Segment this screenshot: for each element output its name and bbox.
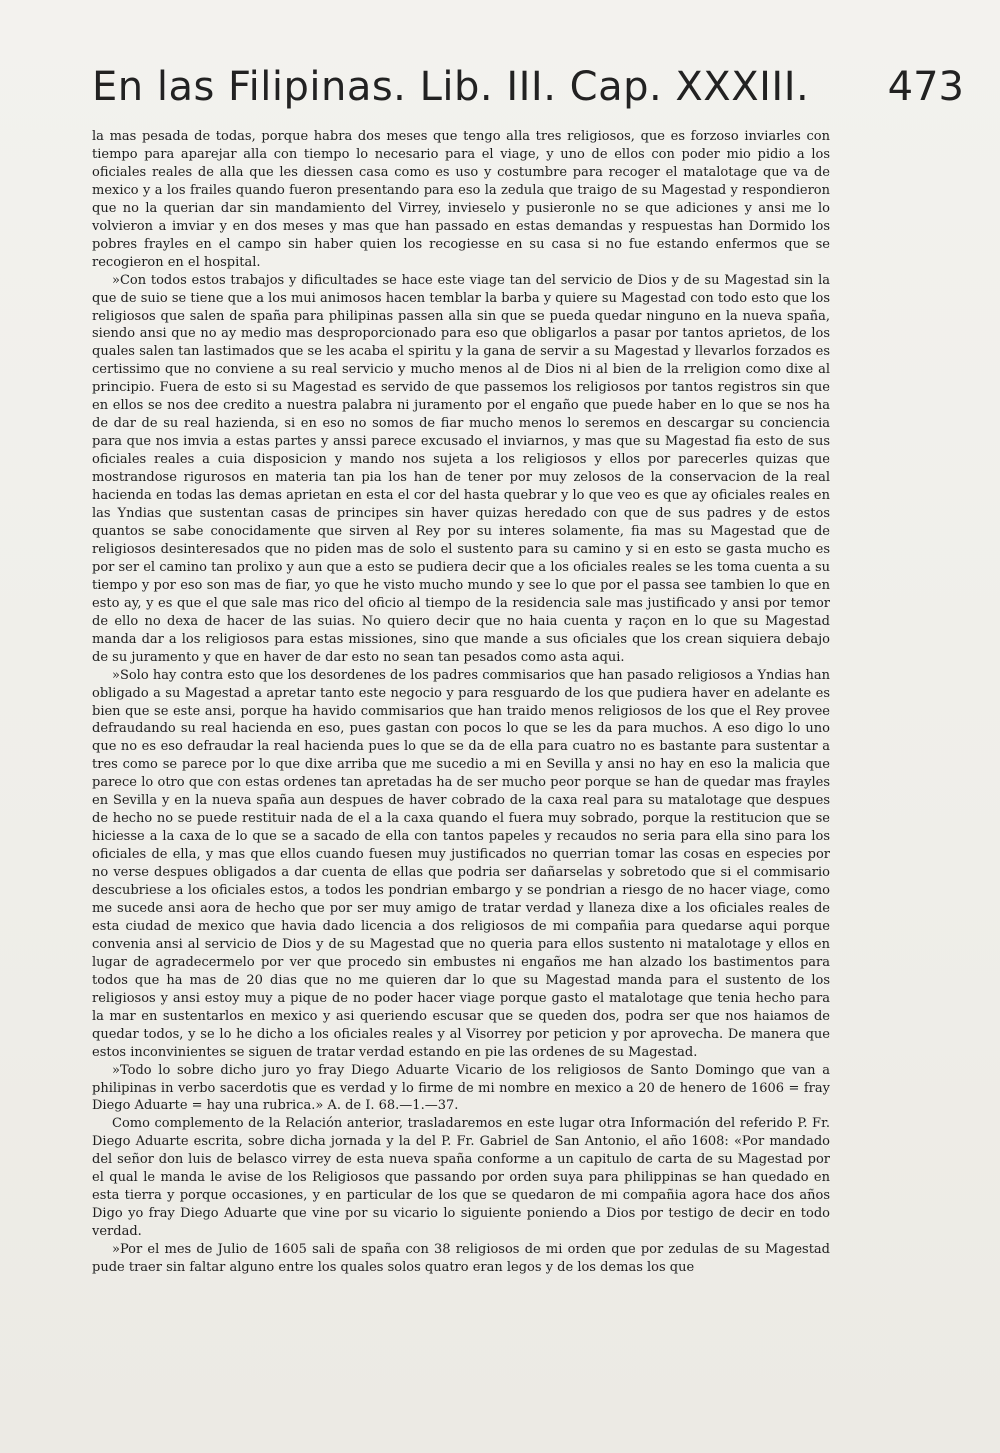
running-head: En las Filipinas. Lib. III. Cap. XXXIII. [92,64,810,110]
paragraph: »Por el mes de Julio de 1605 sali de spaña con 38 religiosos de mi orden que por zedulas de su Magestad pude traer sin faltar alguno entre los quales solos quatro eran legos y de los demas los que [92,1242,830,1276]
paragraph: »Todo lo sobre dicho juro yo fray Diego Aduarte Vicario de los religiosos de Santo Domingo que van a philipinas in verbo sacerdotis que es verdad y lo firme de mi nombre en mexico a 20 de henero de 1606 = fray Diego Aduarte = hay una rubrica.» A. de I. 68.—1.—37. [92,1062,830,1114]
paragraph: »Solo hay contra esto que los desordenes de los padres commisarios que han pasado religiosos a Yndias han obligado a su Magestad a apretar tanto este negocio y para resguardo de los que pudiera haver en adelante es bien que se este ansi, porque ha havido commisarios que han traido menos religiosos de los que el Rey provee defraudando su real hacienda en eso, pues gastan con pocos lo que se les da para muchos. A eso digo lo uno que no es eso defraudar la real hacienda pues lo que se da de ella para cuatro no es bastante para sustentar a tres como se parece por lo que dixe arriba que me sucedio a mi en Sevilla y ansi no hay en eso la malicia que parece lo otro que con estas ordenes tan apretadas ha de ser mucho peor porque se han de quedar mas frayles en Sevilla y en la nueva spaña aun despues de haver cobrado de la caxa real para su matalotage que despues de hecho no se puede restituir nada de el a la caxa quando el fuera muy sobrado, porque la restitucion que se hiciesse a la caxa de lo que se a sacado de ella con tantos papeles y recaudos no seria para ella sino para los oficiales de ella, y mas que ellos cuando fuesen muy justificados no querrian tomar las cosas en especies por no verse despues obligados a dar cuenta de ellas que podria ser dañarselas y sobretodo que si el commisario descubriese a los oficiales estos, a todos les pondrian embargo y se pondrian a riesgo de no hacer viage, como me sucede ansi aora de hecho que por ser muy amigo de tratar verdad y llaneza dixe a los oficiales reales de esta ciudad de mexico que havia dado licencia a dos religiosos de mi compañia para quedarse aqui porque convenia ansi al servicio de Dios y de su Magestad que no queria para ellos sustento ni matalotage y ellos en lugar de agradecermelo por ver que procedo sin embustes ni engaños me han alzado los bastimentos para todos que ha mas de 20 dias que no me quieren dar lo que su Magestad manda para el sustento de los religiosos y ansi estoy muy a pique de no poder hacer viage porque gasto el matalotage que tenia hecho para la mar en sustentarlos en mexico y asi queriendo escusar que se queden dos, podra ser que nos haiamos de quedar todos, y se lo he dicho a los oficiales reales y al Visorrey por peticion y por aprovecha. De manera que estos inconvinientes se siguen de tratar verdad estando en pie las ordenes de su Magestad. [92,667,830,1060]
body-text [92,128,830,1277]
page-number: 473 [887,64,964,110]
paragraph: »Con todos estos trabajos y dificultades se hace este viage tan del servicio de Dios y de su Magestad sin la que de suio se tiene que a los mui animosos hacen temblar la barba y quiere su Magestad con todo esto que los religiosos que salen de spaña para philipinas passen alla sin que se pueda quedar ninguno en la nueva spaña, siendo ansi que no ay medio mas desproporcionado para eso que obligarlos a pasar por tantos aprietos, de los quales salen tan lastimados que se les acaba el spiritu y la gana de servir a su Magestad y llevarlos forzados es certissimo que no conviene a su real servicio y mucho menos al de Dios ni al bien de la rreligion como dixe al principio. Fuera de esto si su Magestad es servido de que passemos los religiosos por tantos registros sin que en ellos se nos dee credito a nuestra palabra ni juramento por el engaño que puede haber en lo que se nos ha de dar de su real hazienda, si en eso no somos de fiar mucho menos lo seremos en descargar su conciencia para que nos imvia a estas partes y anssi parece excusado el inviarnos, y mas que su Magestad fia esto de sus oficiales reales a cuia disposicion y mando nos sujeta a los religiosos y ellos por parecerles quizas que mostrandose rigurosos en materia tan pia los han de tener por muy zelosos de la conservacion de la real hacienda en todas las demas aprietan en esta el cor del hasta quebrar y lo que veo es que ay oficiales reales en las Yndias que sustentan casas de principes sin haver quizas heredado con que de sus padres y de estos quantos se sabe conocidamente que sirven al Rey por su interes solamente, fia mas su Magestad que de religiosos desinteresados que no piden mas de solo el sustento para su camino y si en esto se gasta mucho es por ser el camino tan prolixo y aun que a esto se pudiera decir que a los oficiales reales se les toma cuenta a su tiempo y por eso son mas de fiar, yo que he visto mucho mundo y see lo que por el passa see tambien lo que en esto ay, y es que el que sale mas rico del oficio al tiempo de la residencia sale mas justificado y ansi por temor de ello no dexa de hacer de las suias. No quiero decir que no haia cuenta y raçon en lo que su Magestad manda dar a los religiosos para estas missiones, sino que mande a sus oficiales que los crean siquiera debajo de su juramento y que en haver de dar esto no sean tan pesados como asta aqui. [92,272,830,665]
paragraph: Como complemento de la Relación anterior, trasladaremos en este lugar otra Información del referido P. Fr. Diego Aduarte escrita, sobre dicha jornada y la del P. Fr. Gabriel de San Antonio, el año 1608: «Por mandado del señor don luis de belasco virrey de esta nueva spaña conforme a un capitulo de carta de su Magestad por el qual le manda le avise de los Religiosos que passando por orden suya para philippinas se han quedado en esta tierra y porque occasiones, y en particular de los que se quedaron de mi compañia agora hace dos años Digo yo fray Diego Aduarte que vine por su vicario lo siguiente poniendo a Dios por testigo de decir en todo verdad. [92,1116,830,1240]
paragraph: la mas pesada de todas, porque habra dos meses que tengo alla tres religiosos, que es forzoso inviarles con tiempo para aparejar alla con tiempo lo necesario para el viage, y uno de ellos con poder mio pidio a los oficiales reales de alla que les diessen casa como es uso y costumbre para recoger el matalotage que va de mexico y a los frailes quando fueron presentando para eso la zedula que traigo de su Magestad y respondieron que no la querian dar sin mandamiento del Virrey, invieselo y pusieronle no se que adiciones y ansi me lo volvieron a imviar y en dos meses y mas que han passado en estas demandas y respuestas han Dormido los pobres frayles en el campo sin haber quien los recogiesse en su casa si no fue estando enfermos que se recogieron en el hospital. [92,129,830,270]
page-header [92,64,964,124]
